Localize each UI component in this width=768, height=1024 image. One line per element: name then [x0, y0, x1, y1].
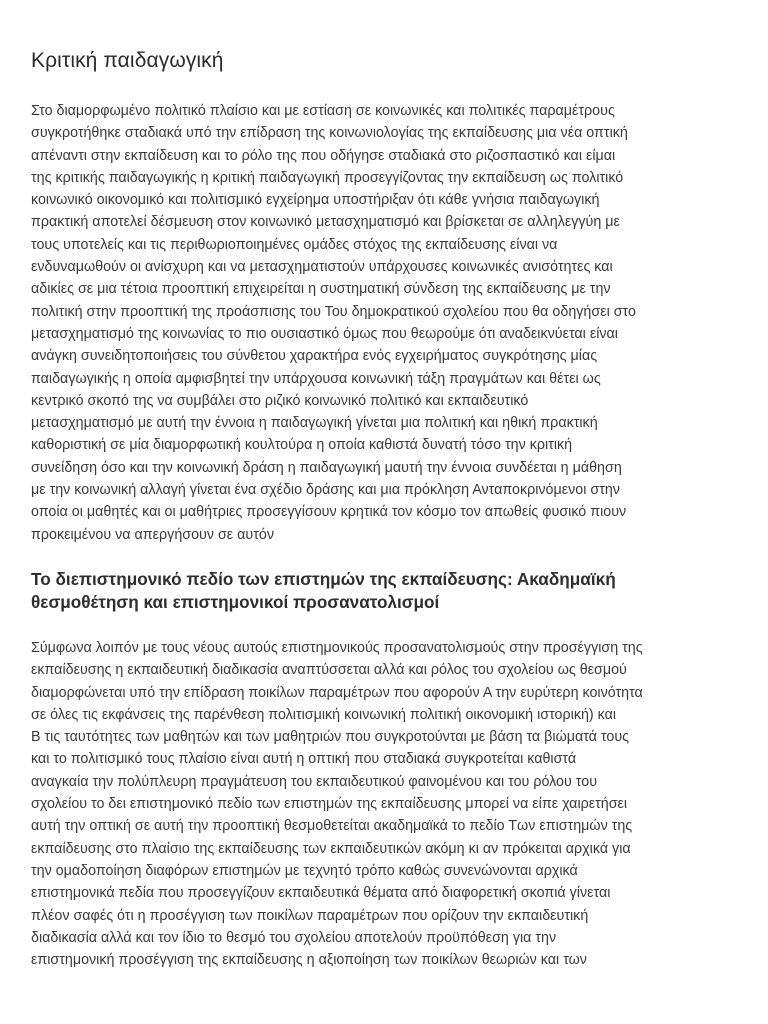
section1-line: τους υποτελείς και τις περιθωριοποιημένες ομάδες στόχος της εκπαίδευσης είναι να: [31, 236, 558, 253]
section1-line: αδικίες σε μια τέτοια προοπτική επιχειρείται η συστηματική σύνδεση της εκπαίδευσης με την: [31, 281, 611, 298]
section1-line: πολιτική στην προοπτική της προάσπισης του Του δημοκρατικού σχολείου που θα οδηγήσει στο: [31, 303, 636, 320]
document-title: Κριτική παιδαγωγική: [31, 49, 224, 72]
section1-line: κοινωνικό οικονομικό και πολιτισμικό εγχείρημα υποστήριξαν ότι κάθε γνήσια παιδαγωγική: [31, 192, 600, 209]
section2-line: αναγκαία την πολύπλευρη πραγμάτευση του εκπαιδευτικού φαινομένου και του ρόλου του: [31, 773, 598, 790]
document-page: [31, 46, 741, 971]
section2-line: διαδικασία αλλά και τον ίδιο το θεσμό του σχολείου αποτελούν προϋπόθεση για την: [31, 929, 557, 946]
section1-line: Στο διαμορφωμένο πολιτικό πλαίσιο και με εστίαση σε κοινωνικές και πολιτικές παραμέτρους: [31, 103, 615, 119]
section2-line: διαμορφώνεται υπό την επίδραση ποικίλων παραμέτρων που αφορούν Α την ευρύτερη κοινότητα: [31, 684, 643, 701]
section2-line: και το πολιτισμικό τους πλαίσιο είναι αυτή η οπτική που σταδιακά συγκροτείται καθιστά: [31, 751, 577, 768]
section2-line: σχολείου το δει επιστημονικό πεδίο των επιστημών της εκπαίδευσης μπορεί να είπε χαιρετήσει: [31, 796, 628, 813]
section1-line: ανάγκη συνειδητοποιήσεις του σύνθετου χαρακτήρα ενός εγχειρήματος συγκρότησης μίας: [31, 348, 598, 365]
section2-paragraph: [31, 637, 741, 971]
section2-line: Σύμφωνα λοιπόν με τους νέους αυτούς επιστημονικούς προσανατολισμούς στην προσέγγιση της: [31, 639, 643, 656]
section2-line: επιστημονική προσέγγιση της εκπαίδευσης η αξιοποίηση των ποικίλων θεωριών και των: [31, 952, 587, 969]
section2-line: επιστημονικά πεδία που προσεγγίζουν εκπαιδευτικά θέματα από διαφορετική σκοπιά γίνεται: [31, 885, 611, 902]
section2-line: αυτή την οπτική σε αυτή την προοπτική θεσμοθετείται ακαδημαϊκά το πεδίο Των επιστημών της: [31, 818, 633, 835]
section1-line: μετασχηματισμό με αυτή την έννοια η παιδαγωγική γίνεται μια πολιτική και ηθική πρακτική: [31, 415, 598, 432]
section2-heading-line: θεσμοθέτηση και επιστημονικοί προσανατολισμοί: [31, 592, 440, 613]
section1-line: προκειμένου να απεργήσουν σε αυτόν: [31, 526, 274, 543]
section1-line: κεντρικό σκοπό της να συμβάλει στο ριζικό κοινωνικό πολιτικό και εκπαιδευτικό: [31, 392, 529, 409]
section2-line: την ομαδοποίηση διαφόρων επιστημών με τεχνητό τρόπο καθώς συνενώνονται αρχικά: [31, 862, 578, 879]
section1-line: συνείδηση όσο και την κοινωνική δράση η παιδαγωγική μαυτή την έννοια συνδέεται η μάθηση: [31, 459, 622, 476]
section1-line: πρακτική αποτελεί δέσμευση στον κοινωνικό μετασχηματισμό και βρίσκεται σε αλληλεγγύη με: [31, 214, 620, 231]
section1-paragraph: [31, 100, 741, 546]
section1-line: με την κοινωνική αλλαγή γίνεται ένα σχέδιο δράσης και μια πρόκληση Ανταποκρινόμενοι στην: [31, 482, 620, 499]
section1-line: της κριτικής παιδαγωγικής η κριτική παιδαγωγική προσεγγίζοντας την εκπαίδευση ως πολιτικό: [31, 169, 624, 186]
section2-line: Β τις ταυτότητες των μαθητών και των μαθητριών που συγκροτούνται με βάση τα βιώματά τους: [31, 729, 630, 746]
section1-line: παιδαγωγικής η οποία αμφισβητεί την υπάρχουσα κοινωνική τάξη πραγμάτων και θέτει ως: [31, 370, 601, 387]
section2-line: εκπαίδευσης η εκπαιδευτική διαδικασία αναπτύσσεται αλλά και ρόλος του σχολείου ως θεσμού: [31, 662, 627, 679]
section2-heading-line: Το διεπιστημονικό πεδίο των επιστημών της εκπαίδευσης: Ακαδημαϊκή: [31, 568, 616, 589]
section2-line: πλέον σαφές ότι η προσέγγιση των ποικίλων παραμέτρων που ορίζουν την εκπαιδευτική: [31, 907, 589, 924]
section1-line: απέναντι στην εκπαίδευση και το ρόλο της που οδήγησε σταδιακά στο ριζοσπαστικό και είμαι: [31, 147, 616, 164]
section2-line: σε όλες τις εκφάνσεις της παρένθεση πολιτισμική κοινωνική πολιτική οικονομική ιστορική) και: [31, 706, 617, 723]
section1-line: ενδυναμωθούν οι ανίσχυρη και να μετασχηματιστούν υπάρχουσες κοινωνικές ανισότητες και: [31, 259, 613, 276]
section1-line: μετασχηματισμό της κοινωνίας το πιο ουσιαστικό όμως που θεωρούμε ότι αναδεικνύεται είναι: [31, 325, 618, 342]
section2-line: εκπαίδευσης στο πλαίσιο της εκπαίδευσης των εκπαιδευτικών ακόμη κι αν πρόκειται αρχικά για: [31, 840, 631, 857]
section1-line: καθοριστική σε μία διαμορφωτική κουλτούρα η οποία καθιστά δυνατή τόσο την κριτική: [31, 437, 573, 454]
section1-line: οποία οι μαθητές και οι μαθήτριες προσεγγίσουν κρητικά τον κόσμο τον απωθείς φυσικό πιουν: [31, 504, 627, 521]
section2-heading: [31, 568, 741, 615]
section1-line: συγκροτήθηκε σταδιακά υπό την επίδραση της κοινωνιολογίας της εκπαίδευσης μια νέα οπτική: [31, 125, 628, 142]
